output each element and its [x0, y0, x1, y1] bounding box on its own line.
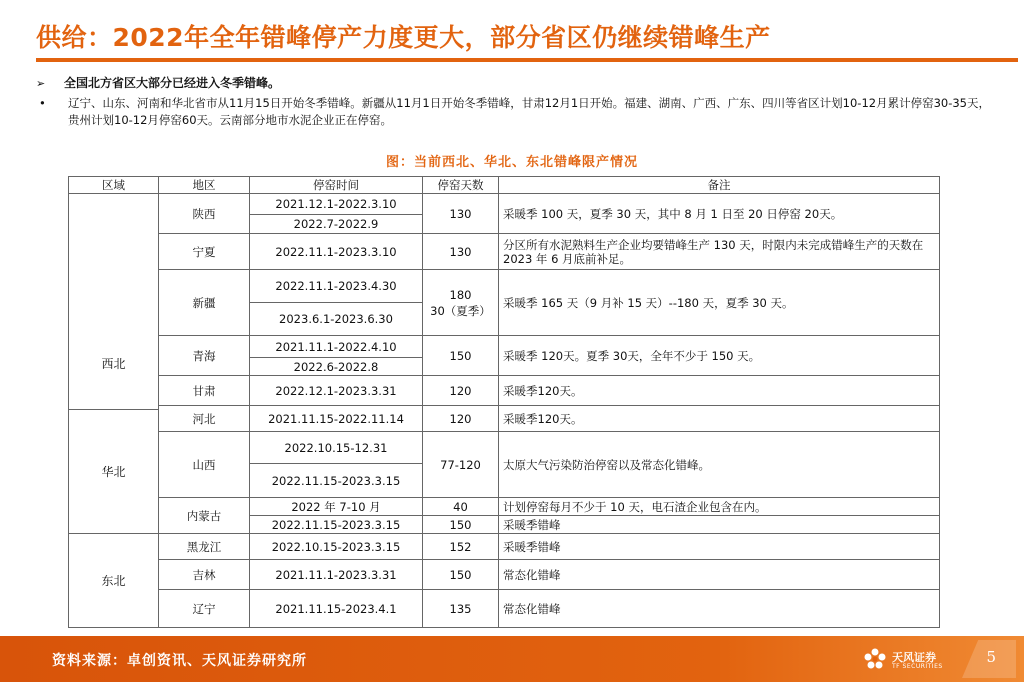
- table-row: [69, 560, 940, 590]
- note-cell: 采暖季120天。: [499, 376, 940, 406]
- days-cell: 130: [423, 194, 499, 234]
- time-cell: 2021.12.1-2022.3.10: [250, 194, 423, 215]
- days-cell: 120: [423, 376, 499, 406]
- note-cell: 采暖季 165 天（9 月补 15 天）--180 天，夏季 30 天。: [499, 270, 940, 336]
- figure-caption: 图：当前西北、华北、东北错峰限产情况: [385, 155, 638, 170]
- page-number: 5: [986, 648, 996, 666]
- bullet-paragraph: [36, 95, 996, 129]
- table-row: [69, 194, 940, 215]
- days-cell: 150: [423, 560, 499, 590]
- region-cell: 西北: [69, 194, 159, 534]
- area-cell: 内蒙古: [159, 498, 250, 534]
- table-row: [69, 590, 940, 628]
- days-cell: 180 30（夏季）: [423, 270, 499, 336]
- table-row: [69, 406, 940, 432]
- table-row: [69, 534, 940, 560]
- bullet-heading: [36, 74, 280, 91]
- logo-text: 天风证券: [892, 651, 936, 664]
- time-cell: 2022.7-2022.9: [250, 215, 423, 234]
- header-days: 停窑天数: [423, 177, 499, 194]
- header-note: 备注: [499, 177, 940, 194]
- days-cell: 150: [423, 516, 499, 534]
- table-row: [69, 336, 940, 358]
- table-row: [69, 234, 940, 270]
- region-huabei-block: [68, 409, 159, 534]
- note-cell: 采暖季 120天。夏季 30天，全年不少于 150 天。: [499, 336, 940, 376]
- header-region: 区域: [69, 177, 159, 194]
- time-cell: 2022.6-2022.8: [250, 358, 423, 376]
- region-cell: 东北: [69, 534, 159, 628]
- note-cell: 采暖季错峰: [499, 516, 940, 534]
- time-cell: 2022.11.15-2023.3.15: [250, 464, 423, 498]
- area-cell: 新疆: [159, 270, 250, 336]
- area-cell: 甘肃: [159, 376, 250, 406]
- dot-bullet-icon: •: [39, 96, 46, 110]
- time-cell: 2022.10.15-12.31: [250, 432, 423, 464]
- bullet-heading-text: 全国北方省区大部分已经进入冬季错峰。: [64, 76, 281, 90]
- note-cell: 采暖季 100 天，夏季 30 天，其中 8 月 1 日至 20 日停窑 20天。: [499, 194, 940, 234]
- time-cell: 2021.11.15-2022.11.14: [250, 406, 423, 432]
- table-row: [69, 270, 940, 303]
- production-restriction-table: [68, 176, 940, 628]
- time-cell: 2022.11.1-2023.3.10: [250, 234, 423, 270]
- table-row: [69, 498, 940, 516]
- note-cell: 太原大气污染防治停窑以及常态化错峰。: [499, 432, 940, 498]
- note-cell: 分区所有水泥熟料生产企业均要错峰生产 130 天，时限内未完成错峰生产的天数在 2023 年 6 月底前补足。: [499, 234, 940, 270]
- time-cell: 2021.11.1-2022.4.10: [250, 336, 423, 358]
- area-cell: 吉林: [159, 560, 250, 590]
- table-row: [69, 376, 940, 406]
- header-area: 地区: [159, 177, 250, 194]
- bullet-paragraph-text: 辽宁、山东、河南和华北省市从11月15日开始冬季错峰。新疆从11月1日开始冬季错峰，甘肃12月1日开始。福建、湖南、广西、广东、四川等省区计划10-12月累计停窑30-35天，贵州计划10-12月停窑60天。云南部分地市水泥企业正在停窑。: [68, 96, 990, 127]
- time-cell: 2022 年 7-10 月: [250, 498, 423, 516]
- area-cell: 陕西: [159, 194, 250, 234]
- days-cell: 77-120: [423, 432, 499, 498]
- area-cell: 黑龙江: [159, 534, 250, 560]
- page-title: 供给：2022年全年错峰停产力度更大，部分省区仍继续错峰生产: [36, 23, 771, 52]
- region-huabei-label: 华北: [101, 465, 126, 479]
- area-cell: 宁夏: [159, 234, 250, 270]
- area-cell: 山西: [159, 432, 250, 498]
- time-cell: 2021.11.15-2023.4.1: [250, 590, 423, 628]
- time-cell: 2021.11.1-2023.3.31: [250, 560, 423, 590]
- flower-logo-icon: [862, 646, 888, 672]
- title-underline: [36, 58, 1018, 62]
- time-cell: 2022.11.1-2023.4.30: [250, 270, 423, 303]
- days-cell: 135: [423, 590, 499, 628]
- days-cell: 152: [423, 534, 499, 560]
- table-header-row: [69, 177, 940, 194]
- footer-bar: [0, 636, 1024, 682]
- note-cell: 常态化错峰: [499, 560, 940, 590]
- days-cell: 150: [423, 336, 499, 376]
- company-logo: [862, 646, 950, 674]
- area-cell: 河北: [159, 406, 250, 432]
- note-cell: 采暖季120天。: [499, 406, 940, 432]
- logo-subtext: TF SECURITIES: [892, 663, 943, 670]
- days-cell: 120: [423, 406, 499, 432]
- table-row: [69, 432, 940, 464]
- days-cell: 130: [423, 234, 499, 270]
- time-cell: 2022.12.1-2023.3.31: [250, 376, 423, 406]
- time-cell: 2022.11.15-2023.3.15: [250, 516, 423, 534]
- source-note: 资料来源：卓创资讯、天风证券研究所: [52, 653, 307, 669]
- note-cell: 采暖季错峰: [499, 534, 940, 560]
- area-cell: 青海: [159, 336, 250, 376]
- arrow-bullet-icon: ➢: [36, 77, 46, 90]
- note-cell: 常态化错峰: [499, 590, 940, 628]
- time-cell: 2023.6.1-2023.6.30: [250, 303, 423, 336]
- note-cell: 计划停窑每月不少于 10 天，电石渣企业包含在内。: [499, 498, 940, 516]
- area-cell: 辽宁: [159, 590, 250, 628]
- time-cell: 2022.10.15-2023.3.15: [250, 534, 423, 560]
- days-cell: 40: [423, 498, 499, 516]
- header-time: 停窑时间: [250, 177, 423, 194]
